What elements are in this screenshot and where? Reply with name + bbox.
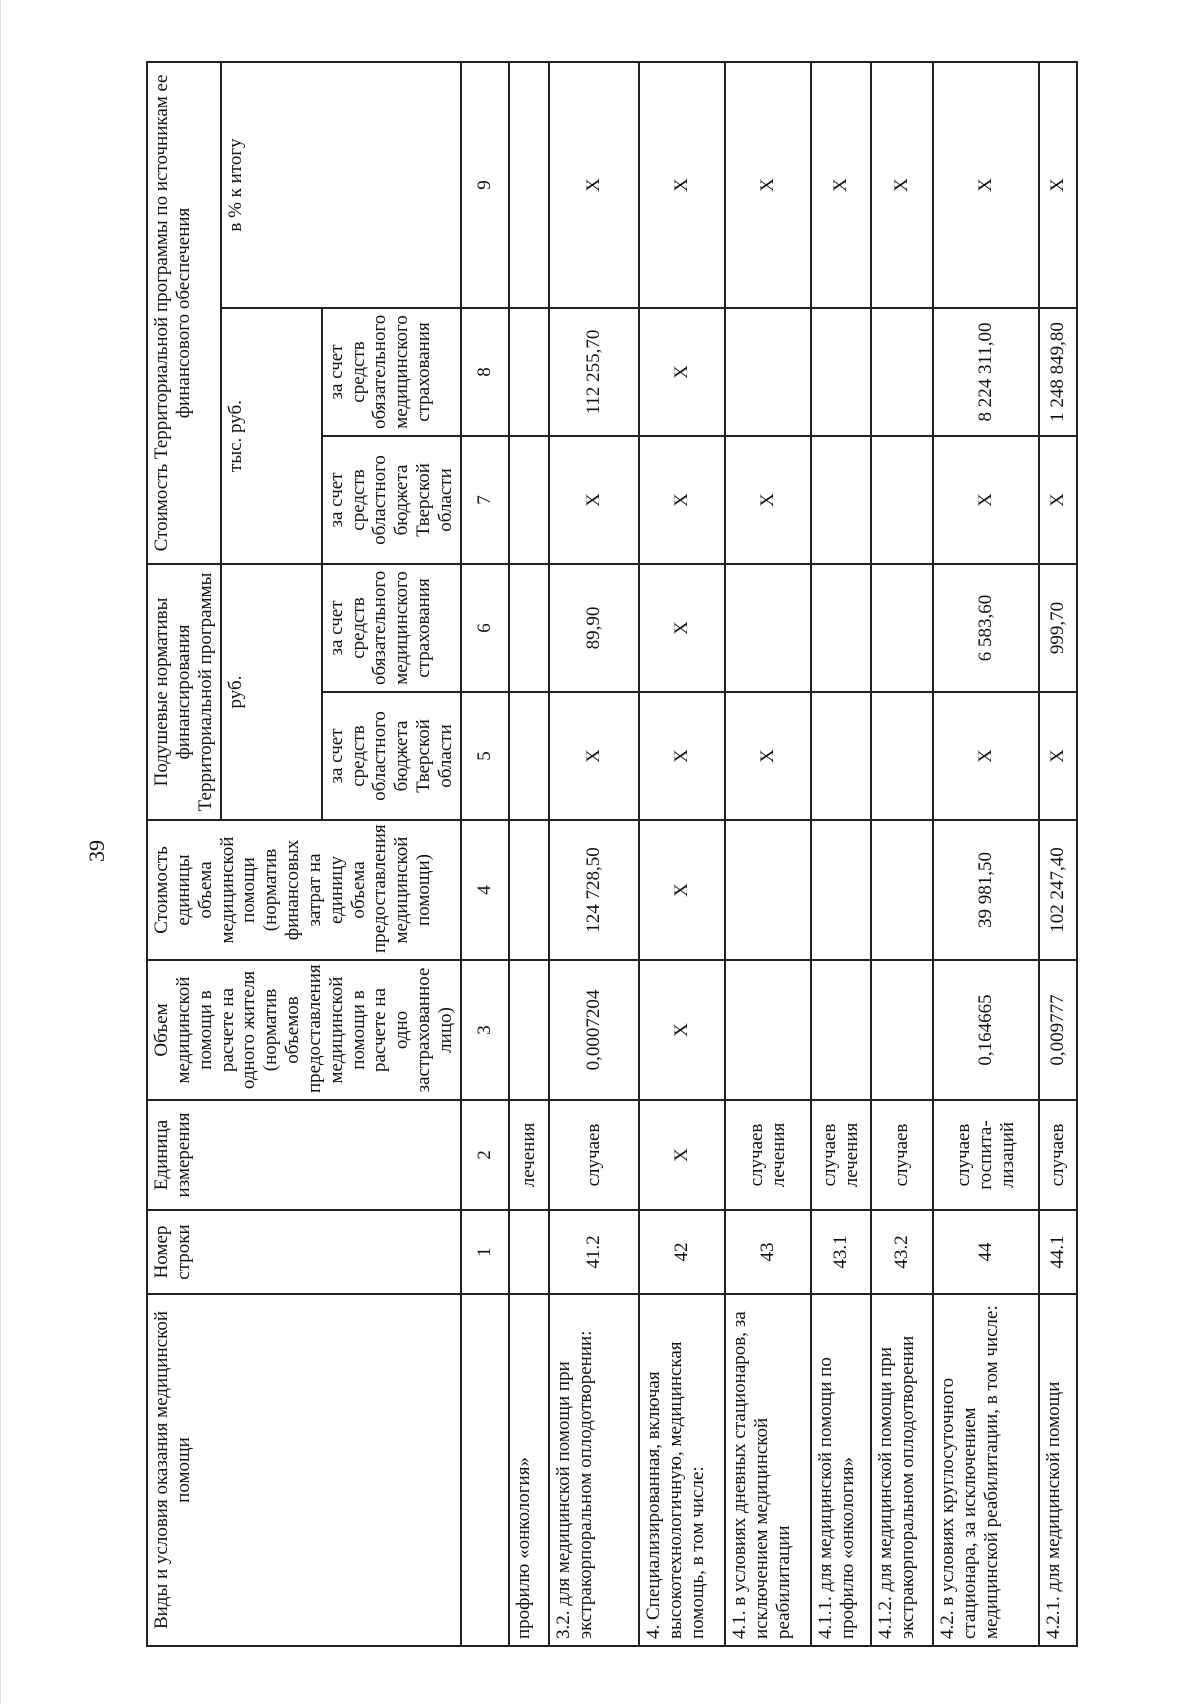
row-name: 4. Специализированная, включая высокотехнологичную, медицинская помощь, в том числе: xyxy=(639,1294,725,1646)
row-c6 xyxy=(725,564,811,692)
row-unit: случаев xyxy=(1039,1100,1077,1210)
row-unit: случаев госпита-лизаций xyxy=(933,1100,1039,1210)
row-cost xyxy=(811,820,871,960)
row-c6 xyxy=(509,564,549,692)
row-volume xyxy=(725,960,811,1100)
row-number: 43.1 xyxy=(811,1210,871,1294)
header-cost: Стоимость единицы объема медицинской помощи (норматив финансовых затрат на единицу объема предоставления медицинской помощи) xyxy=(147,820,461,960)
row-cost: 124 728,50 xyxy=(549,820,639,960)
row-c7: Х xyxy=(639,436,725,564)
row-c5: Х xyxy=(933,692,1039,820)
col-num-5: 5 xyxy=(461,692,509,820)
page-number: 39 xyxy=(84,840,109,862)
row-cost xyxy=(725,820,811,960)
row-c7 xyxy=(871,436,933,564)
row-c8: 112 255,70 xyxy=(549,308,639,436)
table-row xyxy=(549,62,639,1646)
row-name: 4.1. в условиях дневных стационаров, за исключением медицинской реабилитации xyxy=(725,1294,811,1646)
row-volume xyxy=(509,960,549,1100)
header-unit: Единица измерения xyxy=(147,1100,461,1210)
row-c5 xyxy=(871,692,933,820)
col-num-7: 7 xyxy=(461,436,509,564)
col-num-blank xyxy=(461,1294,509,1646)
row-c5 xyxy=(509,692,549,820)
row-volume: Х xyxy=(639,960,725,1100)
row-c8 xyxy=(811,308,871,436)
row-cost: 102 247,40 xyxy=(1039,820,1077,960)
row-unit: случаев xyxy=(549,1100,639,1210)
row-name: 3.2. для медицинской помощи при экстракорпоральном оплодотворении: xyxy=(549,1294,639,1646)
row-c7: Х xyxy=(933,436,1039,564)
table-row xyxy=(725,62,811,1646)
row-c8: 1 248 849,80 xyxy=(1039,308,1077,436)
row-c8 xyxy=(509,308,549,436)
rotated-table-wrapper xyxy=(146,63,1176,1647)
row-cost xyxy=(871,820,933,960)
header-total-group: Стоимость Территориальной программы по источникам ее финансового обеспечения xyxy=(147,62,221,564)
row-volume xyxy=(811,960,871,1100)
row-number: 44 xyxy=(933,1210,1039,1294)
row-c8 xyxy=(871,308,933,436)
header-src-budget-total: за счет средств областного бюджета Тверской области xyxy=(322,436,461,564)
row-c9 xyxy=(509,62,549,308)
row-c8 xyxy=(725,308,811,436)
row-c6: 89,90 xyxy=(549,564,639,692)
row-number: 44.1 xyxy=(1039,1210,1077,1294)
row-cost: 39 981,50 xyxy=(933,820,1039,960)
row-c7 xyxy=(811,436,871,564)
row-name: 4.1.2. для медицинской помощи при экстракорпоральном оплодотворении xyxy=(871,1294,933,1646)
row-unit: случаев лечения xyxy=(725,1100,811,1210)
row-c9: Х xyxy=(725,62,811,308)
row-c6: 6 583,60 xyxy=(933,564,1039,692)
financing-table xyxy=(146,61,1078,1647)
row-volume: 0,0007204 xyxy=(549,960,639,1100)
row-volume: 0,009777 xyxy=(1039,960,1077,1100)
row-volume xyxy=(871,960,933,1100)
row-volume: 0,164665 xyxy=(933,960,1039,1100)
header-row-1 xyxy=(147,62,221,1646)
col-num-4: 4 xyxy=(461,820,509,960)
row-name: 4.1.1. для медицинской помощи по профилю «онкология» xyxy=(811,1294,871,1646)
header-unit-thous: тыс. руб. xyxy=(221,308,322,564)
row-c9: Х xyxy=(549,62,639,308)
col-num-9: 9 xyxy=(461,62,509,308)
row-c5: Х xyxy=(725,692,811,820)
row-number: 43.2 xyxy=(871,1210,933,1294)
row-c6 xyxy=(811,564,871,692)
table-row xyxy=(933,62,1039,1646)
table-row xyxy=(811,62,871,1646)
header-pct: в % к итогу xyxy=(221,62,461,308)
row-number xyxy=(509,1210,549,1294)
row-c7: Х xyxy=(1039,436,1077,564)
row-c9: Х xyxy=(1039,62,1077,308)
header-row-number: Номер строки xyxy=(147,1210,461,1294)
row-c5: Х xyxy=(1039,692,1077,820)
table-row xyxy=(509,62,549,1646)
row-c5: Х xyxy=(549,692,639,820)
row-cost xyxy=(509,820,549,960)
row-number: 43 xyxy=(725,1210,811,1294)
table-row xyxy=(639,62,725,1646)
table-row xyxy=(1039,62,1077,1646)
row-c7: Х xyxy=(549,436,639,564)
row-c9: Х xyxy=(811,62,871,308)
row-name: профилю «онкология» xyxy=(509,1294,549,1646)
row-c7 xyxy=(509,436,549,564)
col-num-6: 6 xyxy=(461,564,509,692)
row-c8: Х xyxy=(639,308,725,436)
row-number: 42 xyxy=(639,1210,725,1294)
header-src-oms: за счет средств обязательного медицинского страхования xyxy=(322,564,461,692)
column-numbers-row xyxy=(461,62,509,1646)
table-row xyxy=(871,62,933,1646)
row-cost: Х xyxy=(639,820,725,960)
row-unit: случаев xyxy=(871,1100,933,1210)
header-percap-group: Подушевые нормативы финансирования Территориальной программы xyxy=(147,564,221,820)
row-c6: 999,70 xyxy=(1039,564,1077,692)
col-num-2: 2 xyxy=(461,1100,509,1210)
row-unit: Х xyxy=(639,1100,725,1210)
col-num-8: 8 xyxy=(461,308,509,436)
row-number: 41.2 xyxy=(549,1210,639,1294)
scan-edge xyxy=(0,0,1,1704)
row-unit: случаев лечения xyxy=(811,1100,871,1210)
header-unit-rub: руб. xyxy=(221,564,322,820)
col-num-3: 3 xyxy=(461,960,509,1100)
row-c6 xyxy=(871,564,933,692)
header-src-oms-total: за счет средств обязательного медицинского страхования xyxy=(322,308,461,436)
row-c6: Х xyxy=(639,564,725,692)
row-c9: Х xyxy=(871,62,933,308)
col-num-1: 1 xyxy=(461,1210,509,1294)
row-name: 4.2.1. для медицинской помощи xyxy=(1039,1294,1077,1646)
header-volume: Объем медицинской помощи в расчете на одного жителя (норматив объемов предоставления медицинской помощи в расчете на одно застрахованное лицо) xyxy=(147,960,461,1100)
row-c8: 8 224 311,00 xyxy=(933,308,1039,436)
row-unit: лечения xyxy=(509,1100,549,1210)
row-c9: Х xyxy=(933,62,1039,308)
row-c5 xyxy=(811,692,871,820)
header-kind: Виды и условия оказания медицинской помощи xyxy=(147,1294,461,1646)
header-src-budget: за счет средств областного бюджета Тверской области xyxy=(322,692,461,820)
row-c7: Х xyxy=(725,436,811,564)
row-name: 4.2. в условиях круглосуточного стационара, за исключением медицинской реабилитации, в том числе: xyxy=(933,1294,1039,1646)
row-c5: Х xyxy=(639,692,725,820)
row-c9: Х xyxy=(639,62,725,308)
